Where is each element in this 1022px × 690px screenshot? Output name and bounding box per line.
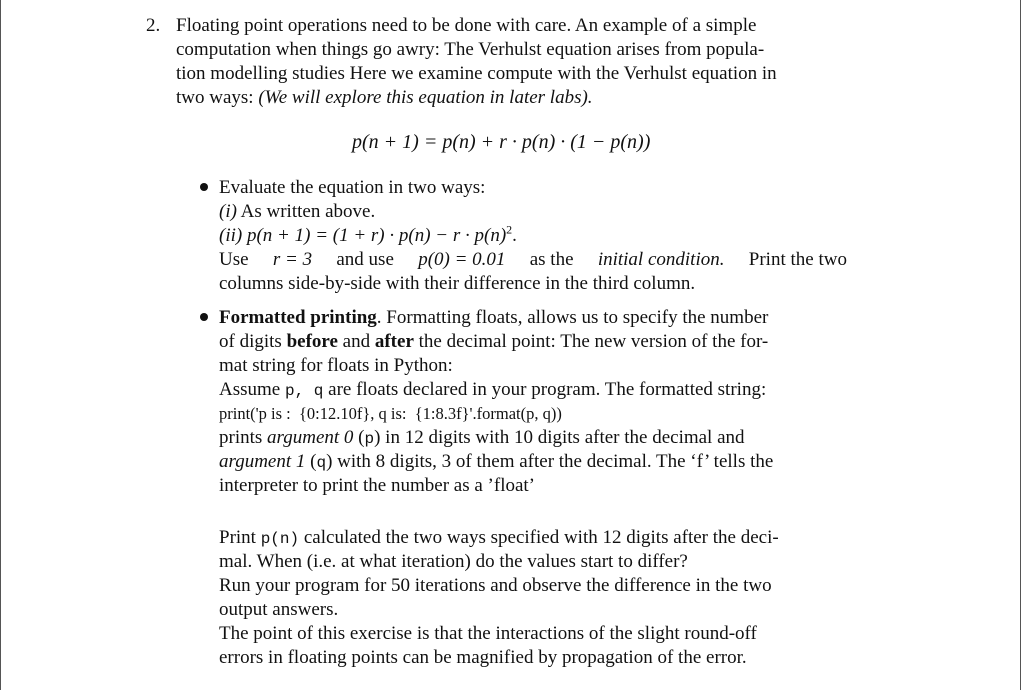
bullet1-last: columns side-by-side with their difference in the third column.: [219, 273, 696, 294]
intro-text-1: Floating point operations need to be done with care. An example of a simple: [176, 15, 757, 36]
as-the: as the: [529, 249, 574, 270]
problem-number: 2.: [146, 15, 161, 36]
formatted-printing-heading: Formatted printing: [219, 307, 377, 328]
case2-label: (ii): [219, 225, 243, 246]
bullet2-line8: interpreter to print the number as a ’float’: [219, 475, 536, 496]
print-pn-line: [219, 526, 779, 551]
bullet2-l7-rest: ) with 8 digits, 3 of them after the decimal. The ‘f’ tells the: [326, 451, 774, 472]
bullet2-line4: [219, 378, 766, 403]
bullet2-l4-rest: are floats declared in your program. The formatted string:: [328, 379, 767, 400]
argument-1: argument 1: [219, 451, 306, 472]
bullet2-line6: [219, 426, 745, 451]
case1-label: (i): [219, 201, 237, 222]
q-code: q: [316, 454, 327, 472]
bullet2-l6-rest: ) in 12 digits with 10 digits after the decimal and: [374, 427, 745, 448]
format-code-line: print('p is : {0:12.10f}, q is: {1:8.3f}'.format(p, q)): [219, 404, 562, 423]
case2-period: .: [512, 225, 517, 246]
bullet1-case2: [219, 224, 517, 248]
verhulst-equation: p(n + 1) = p(n) + r · p(n) · (1 − p(n)): [352, 131, 651, 153]
bullet1-line1: Evaluate the equation in two ways:: [219, 177, 486, 198]
case2-equation: p(n + 1) = (1 + r) · p(n) − r · p(n): [246, 225, 507, 246]
case2-exponent: 2: [506, 222, 513, 237]
bullet2-line1: [219, 306, 768, 330]
point-exercise-line: The point of this exercise is that the interactions of the slight round-off: [219, 623, 757, 644]
intro-line-3: tion modelling studies Here we examine compute with the Verhulst equation in: [176, 63, 777, 84]
intro-note: (We will explore this equation in later labs).: [258, 87, 593, 108]
use-word: Use: [219, 249, 249, 270]
bullet2-line3: mat string for floats in Python:: [219, 355, 453, 376]
page-border-right: [1020, 0, 1021, 690]
p0-value: p(0) = 0.01: [418, 249, 506, 270]
bullet2-line2: [219, 330, 768, 354]
and-use: and use: [336, 249, 394, 270]
paren-open-1: (: [358, 427, 365, 448]
paren-open-2: (: [310, 451, 317, 472]
bullet1-case1: [219, 200, 375, 224]
case1-text: As written above.: [240, 201, 376, 222]
and-word: and: [342, 331, 371, 352]
intro-ways: two ways:: [176, 87, 254, 108]
bullet2-l1-rest: . Formatting floats, allows us to specify the number: [376, 307, 769, 328]
bullet-2: [200, 313, 208, 321]
digits-text: of digits: [219, 331, 282, 352]
print-word: Print: [219, 527, 256, 548]
bullet2-l2-rest: the decimal point: The new version of the for-: [418, 331, 769, 352]
assume-word: Assume: [219, 379, 281, 400]
argument-0: argument 0: [267, 427, 354, 448]
page-border-left: [0, 0, 1, 690]
bullet2-line7: [219, 450, 773, 475]
errors-line: errors in floating points can be magnified by propagation of the error.: [219, 647, 747, 668]
intro-line-4: [176, 86, 593, 110]
when-differ-line: mal. When (i.e. at what iteration) do the values start to differ?: [219, 551, 688, 572]
pn-code: p(n): [260, 530, 300, 548]
prints-word: prints: [219, 427, 263, 448]
initial-condition: initial condition.: [597, 249, 725, 270]
p-code: p: [364, 430, 375, 448]
intro-line-2: computation when things go awry: The Verhulst equation arises from popula-: [176, 39, 765, 60]
pq-code: p, q: [284, 382, 324, 400]
bullet1-use-line: [219, 248, 847, 272]
r-value: r = 3: [272, 249, 313, 270]
bullet-1: [200, 183, 208, 191]
before-word: before: [286, 331, 338, 352]
output-answers-line: output answers.: [219, 599, 339, 620]
after-word: after: [374, 331, 414, 352]
run-program-line: Run your program for 50 iterations and observe the difference in the two: [219, 575, 772, 596]
intro-line-1: [176, 14, 847, 38]
print-pn-rest: calculated the two ways specified with 12 digits after the deci-: [303, 527, 779, 548]
print-two: Print the two: [748, 249, 847, 270]
